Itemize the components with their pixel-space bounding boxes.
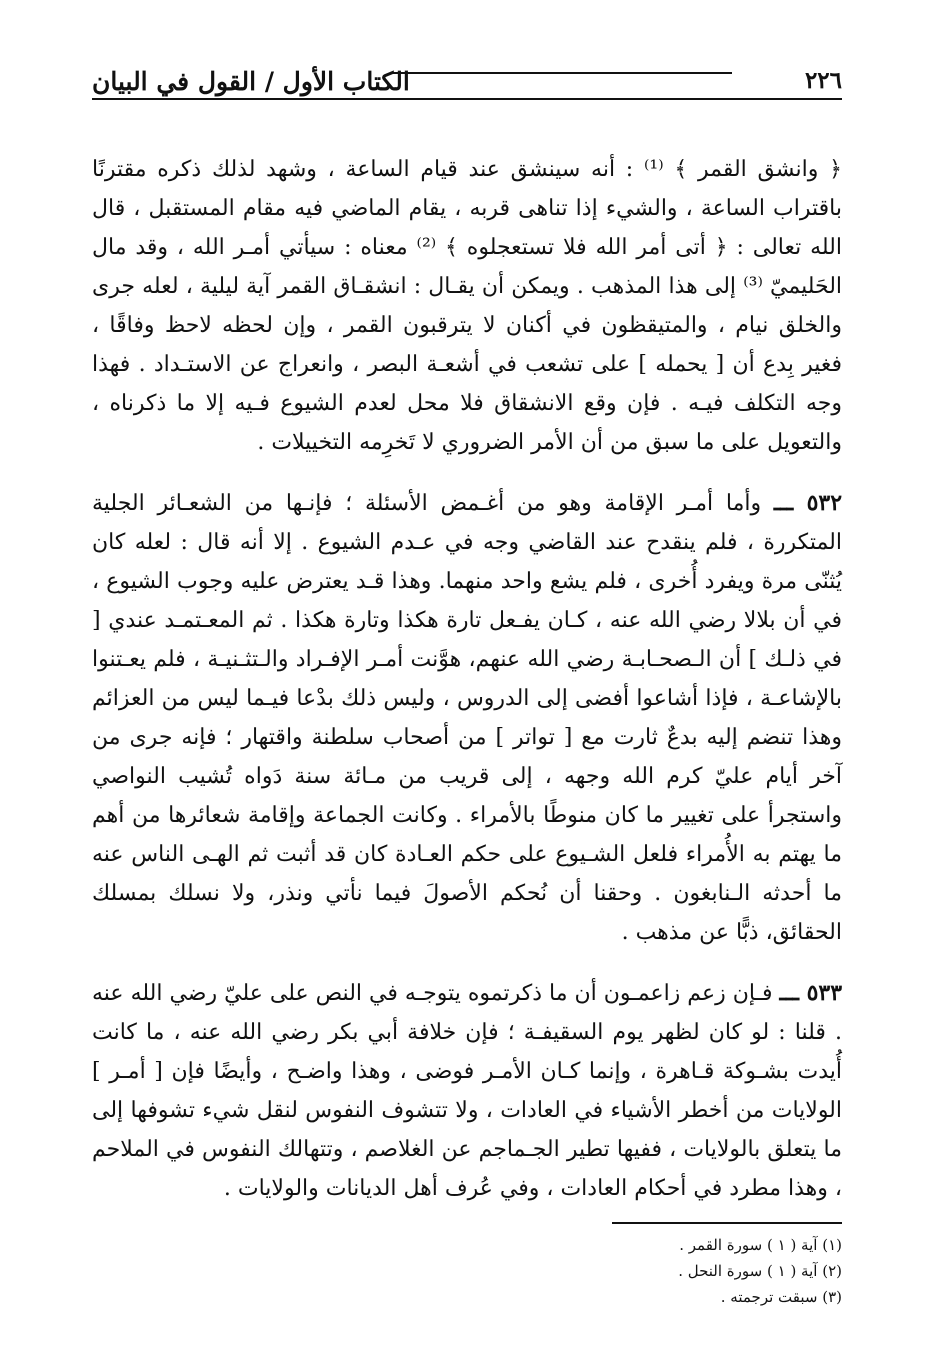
footnote-2: (٢) آية ( ١ ) سورة النحل . [678,1262,842,1280]
footnotes [92,1232,842,1310]
paragraph-text: وأما أمـر الإقامة وهو من أغـمض الأسئلة ؛ فإنـها من الشعـائر الجلية المتكررة ، فلم ينقدح عند القاضي وجه في عـدم الشيوع . إلا أنه قال : لعله كان يُثنّى مرة ويفرد أُخرى ، فلم يشع واحد منهما. وهذا قـد يعترض عليه وجوب الشيوع ، في أن بلالا رضي الله عنه ، كـان يفـعل تارة هكذا وتارة هكذا . ثم المعـتمـد عندي [ في ذلـك ] أن الـصحـابـة رضي الله عنهم، هوَّنت أمـر الإفـراد والـتثـنيـة ، فلم يعـتنوا بالإشاعـة ، فإذا أشاعوا أفضى إلى الدروس ، وليس ذلك بدْعا فيـما ليس من العزائم وهذا تنضم إليه بدعٌ ثارت مع [ تواتر ] من أصحاب سلطنة واقتهار ؛ فإنه جرى من آخر أيام عليّ كرم الله وجهه ، إلى قريب من مـائة سنة دَواه تُشيب النواصي واستجرأ على تغيير ما كان منوطًا بالأمراء . وكانت الجماعة وإقامة شعائرها من أهم ما يهتم به الأُمراء فلعل الشـيوع على حكم العـادة كان قد أثبت ثم الهـى الناس عنه ما أحدثه الـنابغون . وحقنا أن نُحكم الأصولَ فيما نأتي ونذر، ولا نسلك بمسلك الحقائق، ذبًّا عن مذهب . [92,491,842,945]
paragraph-number: ٥٣٣ ـــ [779,980,843,1006]
page-body [92,150,842,1208]
paragraph-text: فـإن زعم زاعمـون أن ما ذكرتموه يتوجـه في النص على عليّ رضي الله عنه . قلنا : لو كان لظهر يوم السقيفـة ؛ فإن خلافة أبي بكر رضي الله عنه ، ما كانت أُيدت بشـوكة قـاهرة ، وإنما كـان الأمـر فوضى ، وهذا واضـح ، وأيضًا فإن [ أمـر ] الولايات من أخطر الأشياء في العادات ، ولا تتشوف النفوس لنقل شيء تشوفها إلى ما يتعلق بالولايات ، ففيها تطير الجـماجم عن الغلاصم ، وتتهالك النفوس في الملاحم ، وهذا مطرد في أحكام العادات ، وفي عُرف أهل الديانات والولايات . [92,981,842,1201]
footnote-1: (١) آية ( ١ ) سورة القمر . [679,1236,842,1254]
header-bottom-rule [92,98,842,100]
footnote-separator [612,1222,842,1224]
running-title: الكتاب الأول / القول في البيان [92,67,410,96]
paragraph-number: ٥٣٢ ـــ [773,490,843,516]
page-number: ٢٢٦ [804,67,842,94]
page-header [92,40,842,100]
header-rule [392,72,732,74]
paragraph-533 [92,974,842,1208]
paragraph-text: ﴿ وانشق القمر ﴾ ⁽¹⁾ : أنه سينشق عند قيام الساعة ، وشهد لذلك ذكره مقترنًا باقتراب الساعة ، والشيء إذا تناهى قربه ، يقام الماضي فيه مقام المستقبل ، قال الله تعالى : ﴿ أتى أمر الله فلا تستعجلوه ﴾ ⁽²⁾ معناه : سيأتي أمـر الله ، وقد مال الحَليميّ ⁽³⁾ إلى هذا المذهب . ويمكن أن يقـال : انشقـاق القمر آية ليلية ، لعله جرى والخلق نيام ، والمتيقظون في أكنان لا يترقبون القمر ، وإن لحظه لاحظ وفاقًا ، فغير بِدع أن [ يحمله ] على تشعب في أشعـة البصر ، وانعراج عن الاستـداد . فهذا وجه التكلف فيـه . فإن وقع الانشقاق فلا محل لعدم الشيوع فـيه إلا ما ذكرناه ، والتعويل على ما سبق من أن الأمر الضروري لا تَخرِمه التخييلات . [92,157,843,455]
paragraph-intro [92,150,842,462]
footnote-3: (٣) سبقت ترجمته . [720,1288,842,1306]
paragraph-532 [92,484,842,952]
